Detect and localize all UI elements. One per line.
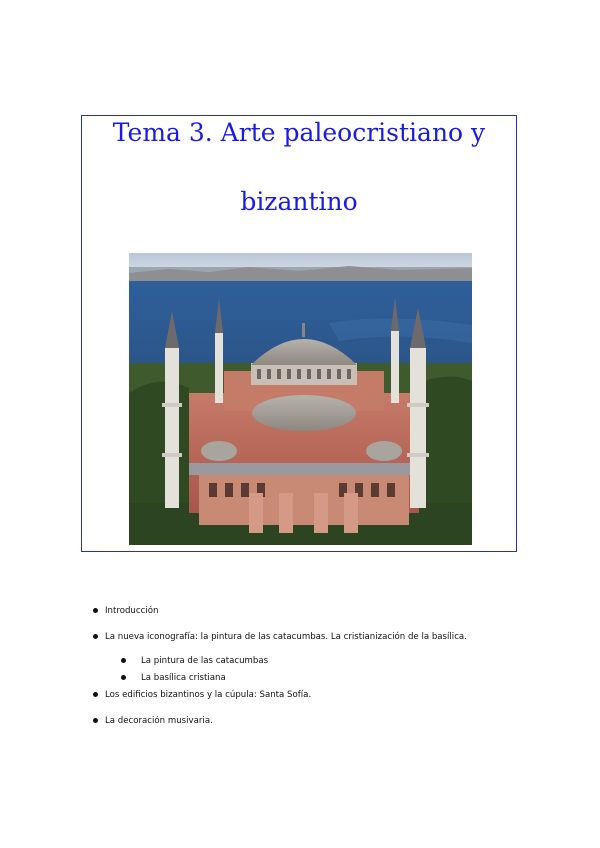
outline-subitem-catacombs: La pintura de las catacumbas (117, 655, 467, 667)
outline-item-mosaics: La decoración musivaria. (93, 715, 467, 727)
cover-frame (81, 115, 517, 552)
outline-sublist (117, 655, 467, 684)
outline-item-intro: Introducción (93, 605, 467, 617)
title-line-2: bizantino (240, 187, 358, 216)
outline-item-iconography (93, 631, 467, 684)
outline-subitem-basilica: La basílica cristiana (117, 672, 467, 684)
outline-item-byzantine: Los edificios bizantinos y la cúpula: Santa Sofía. (93, 689, 467, 701)
title-line-1: Tema 3. Arte paleocristiano y (112, 118, 486, 147)
cover-photo (129, 253, 472, 545)
outline-item-iconography-label: La nueva iconografía: la pintura de las catacumbas. La cristianización de la basílica. (105, 632, 467, 642)
topic-outline (93, 605, 467, 727)
